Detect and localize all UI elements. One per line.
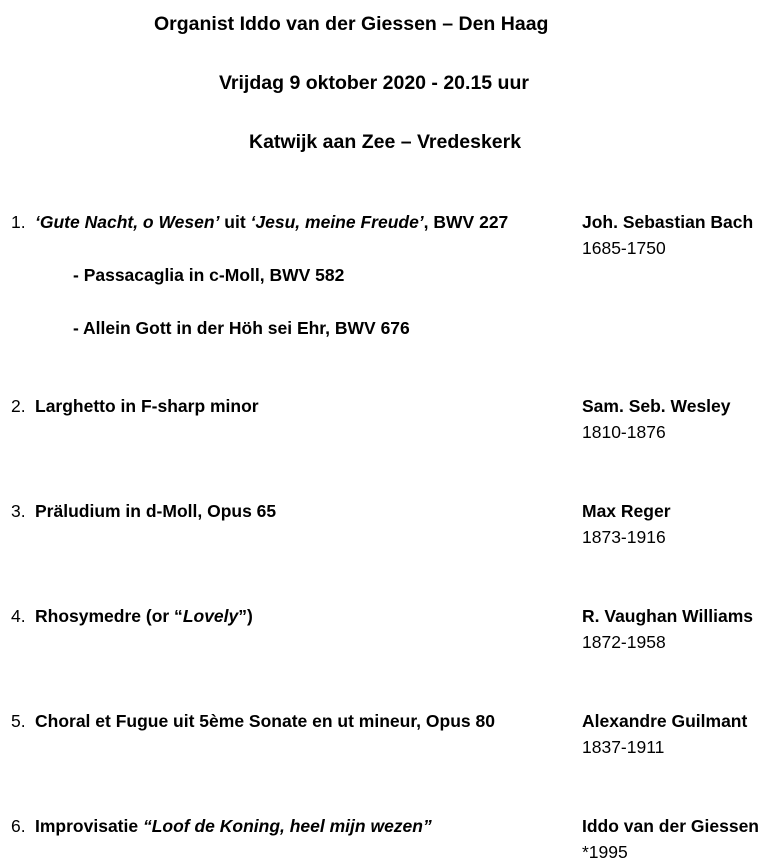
item-number: 2.	[11, 396, 26, 416]
composer-years: 1685-1750	[582, 238, 666, 258]
title-part: Improvisatie	[35, 816, 143, 836]
composer-years: 1810-1876	[582, 422, 666, 442]
item-number: 3.	[11, 501, 26, 521]
concert-venue: Katwijk aan Zee – Vredeskerk	[249, 131, 522, 153]
title-part: Präludium in d-Moll, Opus 65	[35, 501, 277, 521]
composer-years: 1872-1958	[582, 632, 666, 652]
item-number: 6.	[11, 816, 26, 836]
title-part: ”)	[238, 606, 253, 626]
title-part: , BWV 227	[423, 212, 509, 232]
title-part: Larghetto in F-sharp minor	[35, 396, 259, 416]
composer-name: Joh. Sebastian Bach	[582, 212, 754, 232]
title-part: Choral et Fugue uit 5ème Sonate en ut mineur, Opus 80	[35, 711, 495, 731]
composer-name: Max Reger	[582, 501, 671, 521]
title-part: uit	[219, 212, 251, 232]
composer-years: 1837-1911	[582, 737, 665, 757]
item-title	[35, 211, 508, 233]
item-title	[35, 815, 432, 837]
item-title	[35, 395, 259, 417]
sub-item: - Allein Gott in der Höh sei Ehr, BWV 676	[73, 318, 410, 338]
title-part: Lovely	[182, 606, 239, 626]
item-title	[35, 605, 253, 627]
composer-name: R. Vaughan Williams	[582, 606, 753, 626]
composer-name: Sam. Seb. Wesley	[582, 396, 731, 416]
concert-date: Vrijdag 9 oktober 2020 - 20.15 uur	[219, 72, 529, 94]
title-part: ‘Jesu, meine Freude’	[250, 212, 424, 232]
title-part: Rhosymedre (or “	[35, 606, 183, 626]
title-part: “Loof de Koning, heel mijn wezen”	[142, 816, 432, 836]
composer-years: *1995	[582, 842, 628, 862]
concert-title: Organist Iddo van der Giessen – Den Haag	[154, 13, 549, 35]
composer-years: 1873-1916	[582, 527, 666, 547]
composer-name: Iddo van der Giessen	[582, 816, 759, 836]
title-part: ‘Gute Nacht, o Wesen’	[35, 212, 220, 232]
item-title	[35, 710, 495, 732]
item-number: 4.	[11, 606, 26, 626]
item-number: 5.	[11, 711, 26, 731]
composer-name: Alexandre Guilmant	[582, 711, 748, 731]
item-title	[35, 500, 276, 522]
sub-item: - Passacaglia in c-Moll, BWV 582	[73, 265, 345, 285]
item-number: 1.	[11, 212, 26, 232]
